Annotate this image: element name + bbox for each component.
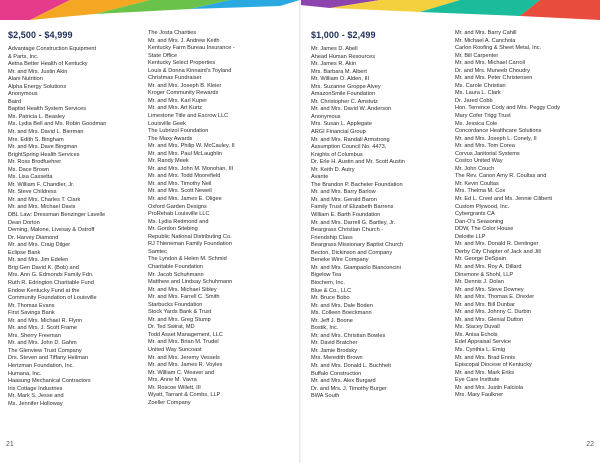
donor-name: Mr. and Mrs. Dale Boden (311, 302, 373, 309)
donor-name: Mr. Jeff J. Boone (311, 317, 353, 324)
donor-name: Dean Dorton (8, 219, 40, 226)
donor-name: Bigelow Tea (311, 272, 342, 279)
donor-name: Mr. and Mrs. Timothy Neil (148, 180, 212, 187)
donor-name: Mrs. Sherry Freeman (8, 332, 61, 339)
donor-name: Beargrass Christian Church - (311, 227, 384, 234)
donor-name: Endow Kentucky Fund at the (8, 287, 80, 294)
donor-name: Mr. and Mrs. Glenial Dutton (455, 316, 524, 323)
donor-name: Mrs. Mary Faulkner (455, 392, 504, 399)
donor-name: Mr. and Mrs. Jim Edelen (8, 257, 69, 264)
donor-name: Mr. George DeSpain (455, 256, 506, 263)
donor-name: Starbucks Foundation (148, 301, 203, 308)
donor-list (311, 46, 447, 401)
donor-name: Hon. Terrence Cody and Mrs. Peggy Cody (455, 105, 560, 112)
donor-name: Dinsmore & Shohl, LLP (455, 271, 514, 278)
donor-name: Mr. James D. Abell (311, 46, 358, 52)
donor-name: Mr. Ross Brodfuehrer (8, 159, 62, 166)
donor-name: Assumption Council No. 4473, (311, 144, 387, 151)
donor-name: Ms. Laura L. Clark (455, 90, 501, 97)
donor-name: DDW, The Color House (455, 226, 514, 233)
donor-name: Mr. and Mrs. Johnny C. Durbin (455, 309, 531, 316)
donor-name: Baird (8, 98, 22, 105)
donor-name: BWA South (311, 393, 340, 400)
donor-name: Ms. Cynthia L. Emig (455, 346, 506, 353)
left-page-column-1 (8, 30, 144, 408)
donor-name: The Glenview Trust Company (8, 347, 82, 354)
donor-name: Mr. and Mrs. Mark Eriks (455, 369, 515, 376)
donor-name: Ahead Human Resources (311, 53, 376, 60)
donor-name: Mr. David Bratcher (311, 340, 358, 347)
donor-name: Biochem, Inc. (311, 279, 345, 286)
donor-name: Mr. and Mrs. Thomas E. Drexler (455, 294, 535, 301)
donor-name: Republic National Distributing Co. (148, 233, 232, 240)
donor-name: Mr. and Mrs. Farrell C. Smith (148, 294, 220, 301)
donor-name: Mr. and Mrs. Steve Downey (455, 286, 524, 293)
donor-name: Mr. Ed L. Creel and Ms. Jennie Ciliberti (455, 196, 552, 203)
donor-name: Anonymous (311, 113, 341, 120)
right-page-heading: $1,000 - $2,499 (311, 30, 376, 40)
donor-name: Dr. and Mrs. J. Timothy Burger (311, 385, 387, 392)
donor-name: Ms. Colleen Boeckmann (311, 310, 372, 317)
donor-name: RJ Thieneman Family Foundation (148, 241, 232, 248)
donor-name: Ms. Lydia Bell and Ms. Robin Goodman (8, 121, 107, 128)
page-number-left: 21 (6, 441, 14, 448)
donor-list (455, 30, 591, 400)
donor-name: Mr. Jamie Brodsky (311, 347, 358, 354)
donor-name: Mr. and Mrs. Barry Barlow (311, 189, 376, 196)
donor-name: Mr. Steve Childress (8, 189, 57, 196)
donor-name: Kentucky Farm Bureau Insurance - (148, 45, 235, 52)
donor-name: Costco United Way (455, 158, 503, 165)
donor-name: Mr. and Mrs. Tom Corea (455, 143, 515, 150)
donor-name: Ms. Lisa Cassetta (8, 174, 53, 181)
donor-name: Mr. Bill Carpenter (455, 52, 499, 59)
donor-name: Mr. and Mrs. Joseph B. Kleier (148, 82, 222, 89)
donor-name: Mr. and Mrs. Joseph L. Conely, II (455, 135, 537, 142)
donor-name: Charitable Foundation (148, 263, 204, 270)
donor-name: Mrs. Barbara M. Albert (311, 68, 367, 75)
donor-name: Ruth R. Edrington Charitable Fund (8, 279, 94, 286)
donor-name: Mr. William C. Weaver and (148, 369, 215, 376)
donor-name: Mr. and Mrs. David L. Bierman (8, 129, 84, 136)
donor-name: Mr. and Mrs. Greg Stump (148, 316, 211, 323)
donor-name: Bostik, Inc. (311, 325, 339, 332)
donor-name: Mr. and Mrs. Barry Cahill (455, 30, 517, 36)
donor-name: The Lyndon & Helen M. Schmid (148, 256, 227, 263)
donor-name: First Savings Bank (8, 310, 55, 317)
donor-name: Custom Plywood, Inc. (455, 203, 510, 210)
donor-name: Anonymous (8, 91, 38, 98)
donor-name: Mr. and Mrs. Justin Falciola (455, 384, 524, 391)
donor-name: Aetna Better Health of Kentucky (8, 61, 88, 68)
donor-name: & Parts, Inc. (8, 53, 39, 60)
donor-name: Mr. Gordon Sitebing (148, 226, 198, 233)
donor-name: Mary Cofer Trigg Trust (455, 113, 511, 120)
donor-name: Mr. and Mrs. Donald R. Dentinger (455, 241, 539, 248)
donor-name: Mr. and Mrs. Michael Davis (8, 204, 76, 211)
donor-name: Mrs. Suzanne Groppe Alvey (311, 83, 381, 90)
donor-name: United Way Suncoast (148, 346, 202, 353)
donor-name: Mr. and Mrs. Gerald Baron (311, 196, 377, 203)
page-number-right: 22 (586, 441, 594, 448)
donor-name: Hertzman Foundation, Inc. (8, 362, 74, 369)
donor-name: Mr. and Mrs. Bill Dunbar (455, 301, 515, 308)
donor-name: Louis & Donna Kinnaird's Toyland (148, 67, 232, 74)
donor-name: Becton, Dickinson and Company (311, 249, 393, 256)
donor-name: Mr. and Mrs. Karl Kuper (148, 97, 208, 104)
donor-name: Ms. Carole Christian (455, 82, 506, 89)
donor-name: Knights of Columbus (311, 151, 363, 158)
donor-name: Mr. Mark S. Jesse and (8, 393, 64, 400)
donor-name: Mr. Kevin Coultas (455, 180, 499, 187)
donor-name: Dr. and Mrs. Muneeb Choudry (455, 67, 530, 74)
donor-name: Mr. Dennis J. Dolan (455, 279, 504, 286)
donor-name: Mrs. Susan L. Applegate (311, 121, 372, 128)
donor-name: Mr. and Mrs. Paul McLaughlin (148, 150, 222, 157)
page-fold (299, 0, 301, 463)
donor-name: Louisville Geek (148, 120, 186, 127)
donor-name: Limestone Title and Escrow LLC (148, 113, 229, 120)
donor-name: Mr. and Mrs. Donald L. Buchheit (311, 362, 391, 369)
donor-name: Mr. and Mrs. Randall Armstrong (311, 136, 390, 143)
donor-name: Mrs. Edith S. Bingham (8, 136, 64, 143)
donor-name: Corvus Janitorial Systems (455, 150, 520, 157)
donor-name: Buffalo Construction (311, 370, 362, 377)
donor-name: Humana, Inc. (8, 370, 42, 377)
donor-name: Friendship Class (311, 234, 353, 241)
left-page-column-2 (148, 30, 284, 407)
donor-name: Mr. and Mrs. John D. Gahm (8, 340, 77, 347)
donor-name: Mr. Thomas Evans (8, 302, 55, 309)
donor-name: Mr. and Mrs. Alex Burgard (311, 378, 376, 385)
donor-name: Derby City Chapter of Jack and Jill (455, 248, 541, 255)
donor-name: Episcopal Diocese of Kentucky (455, 362, 532, 369)
donor-name: The Josta Charities (148, 30, 197, 36)
donor-name: Mr. Keith D. Autry (311, 166, 355, 173)
donor-name: Dr. Jared Cobb (455, 97, 493, 104)
donor-name: Mr. Bruce Bobo (311, 295, 350, 302)
donor-name: The Maxy Awards (148, 135, 193, 142)
donor-name: Mr. and Mrs. J. Scott Frame (8, 325, 78, 332)
donor-name: Kentucky Select Properties (148, 60, 216, 67)
donor-name: Mr. and Mrs. Michael Sibley (148, 286, 217, 293)
donor-name: Mr. and Mrs. Charles T. Clark (8, 196, 81, 203)
donor-name: ARGI Financial Group (311, 129, 366, 136)
donor-name: Mr. and Mrs. Jeremy Vessels (148, 354, 220, 361)
donor-name: Ms. Dace Brown (8, 166, 50, 173)
donor-name: Ms. Lydia Redmond and (148, 218, 209, 225)
donor-name: Mr. and Mrs. Art Kurtz (148, 105, 203, 112)
donor-name: ProRehab Louisville LLC (148, 211, 210, 218)
donor-name: Mrs. Ann G. Edmonds Family Fdn. (8, 272, 94, 279)
donor-name: Oxford Garden Designs (148, 203, 207, 210)
donor-name: Mr. and Mrs. Brian M. Trudel (148, 339, 219, 346)
donor-name: Mrs. Anne M. Vavra (148, 377, 197, 384)
donor-name: Mr. William F. Chandler, Jr. (8, 181, 75, 188)
donor-name: Mr. William O. Alden, III (311, 76, 370, 83)
donor-name: Mr. and Mrs. Todd Moorefield (148, 173, 221, 180)
donor-name: Todd Asset Management, LLC (148, 331, 223, 338)
donor-name: The Rev. Canon Amy R. Coultas and (455, 173, 547, 180)
donor-name: Eye Care Institute (455, 377, 500, 384)
donor-name: Brig Gen David K. (Bob) and (8, 264, 79, 271)
donor-name: Dr. Erle H. Austin and Mr. Scott Austin (311, 159, 405, 166)
donor-list (148, 30, 284, 407)
donor-name: Carlon Roofing & Sheet Metal, Inc. (455, 45, 542, 52)
donor-name: Mr. and Mrs. James R. Voyles (148, 362, 223, 369)
donor-name: Mr. Roscoe Willett, III (148, 384, 201, 391)
donor-name: Mr. and Mrs. Michael Carroll (455, 60, 525, 67)
donor-name: Mr. and Mrs. David W. Anderson (311, 106, 392, 113)
donor-name: Baptist Health System Services (8, 106, 87, 113)
donor-name: Mr. James R. Akin (311, 61, 357, 68)
donor-list (8, 46, 144, 408)
donor-name: Deloitte LLP (455, 233, 486, 240)
donor-name: Blue & Co., LLC (311, 287, 352, 294)
donor-name: Matthew and Lindsay Schuhmann (148, 279, 233, 286)
donor-name: Edel Appraisal Service (455, 339, 511, 346)
donor-name: Ms. Stacey Duvall (455, 324, 500, 331)
donor-name: Zoeller Company (148, 399, 191, 406)
donor-name: Mr. and Mrs. Craig Dilger (8, 242, 71, 249)
donor-name: Mr. and Mrs. Peter Christensen (455, 75, 533, 82)
donor-name: Ms. Patricia L. Beasley (8, 113, 65, 120)
donor-name: Mr. and Mrs. Scott Newell (148, 188, 212, 195)
donor-name: Wyatt, Tarrant & Combs, LLP (148, 392, 221, 399)
donor-name: Mr. and Mrs. Brad Ennis (455, 354, 515, 361)
donor-name: Mr. and Mrs. Giampaolo Bianconcini (311, 264, 401, 271)
donor-name: Alpha Energy Solutions (8, 83, 67, 90)
donor-name: Mr. Jacob Schuhmann (148, 271, 204, 278)
donor-name: William E. Barth Foundation (311, 212, 381, 219)
donor-name: Mr. Christopher C. Amstutz (311, 98, 378, 105)
donor-name: Mr. John Couch (455, 165, 495, 172)
donor-name: Mr. and Mrs. Philip W. McCauley, II (148, 143, 235, 150)
donor-name: Christmas Fundraiser (148, 75, 202, 82)
donor-name: Mr. and Mrs. Christian Bowles (311, 332, 386, 339)
donor-name: Dr. Harvey Diamond (8, 234, 59, 241)
donor-name: Kroger Community Rewards (148, 90, 219, 97)
donor-name: Dr. Ted Swirat, MD (148, 324, 195, 331)
donor-name: State Office (148, 52, 178, 59)
donor-name: Mr. Michael A. Canchola (455, 37, 516, 44)
donor-name: Mr. and Mrs. Darrell G. Bartley, Jr. (311, 219, 396, 226)
left-page-heading: $2,500 - $4,999 (8, 30, 73, 40)
donor-name: Mr. and Mrs. Justin Akin (8, 68, 68, 75)
donor-name: Advantage Construction Equipment (8, 46, 97, 52)
donor-name: Alani Nutrition (8, 76, 43, 83)
donor-name: Beneke Wire Company (311, 257, 369, 264)
donor-name: Ms. Anisa Echols (455, 331, 498, 338)
donor-name: Mrs. Thelma M. Cox (455, 188, 506, 195)
donor-name: Cybergrants CA (455, 211, 495, 218)
donor-name: Dan-O's Seasoning (455, 218, 504, 225)
donor-name: Deming, Malone, Livesay & Ostroff (8, 227, 95, 234)
donor-name: AmazonSmile Foundation (311, 91, 376, 98)
donor-name: Community Foundation of Louisville (8, 295, 97, 302)
donor-name: Ms. Jennifer Holloway (8, 400, 63, 407)
right-page-column-1 (311, 30, 447, 401)
donor-name: Mr. and Mrs. James E. Oligee (148, 196, 222, 203)
donor-name: Family Trust of Elizabeth Barrens (311, 204, 394, 211)
donor-name: Iris Cottage Industries (8, 385, 63, 392)
donor-name: Mr. Randy Meek (148, 158, 189, 165)
donor-name: The Lubrizol Foundation (148, 128, 209, 135)
donor-name: The Brandon P. Bacheler Foundation (311, 181, 403, 188)
donor-name: Mr. and Mrs. John M. Monohan, III (148, 165, 234, 172)
donor-name: Mrs. Meredith Brown (311, 355, 363, 362)
donor-name: Samtec (148, 248, 167, 255)
donor-name: Eclipse Bank (8, 249, 41, 256)
donor-name: BrightSpring Health Services (8, 151, 80, 158)
donor-name: Mr. and Mrs. Dave Bingman (8, 144, 78, 151)
donor-name: DBL Law: Dressman Benzinger Lavelle (8, 212, 106, 219)
donor-name: Beargrass Missionary Baptist Church (311, 242, 404, 249)
donor-name: Mr. and Mrs. Michael R. Flynn (8, 317, 83, 324)
donor-name: Drs. Steven and Tiffany Heilman (8, 355, 89, 362)
donor-name: Mr. and Mrs. J. Andrew Keith (148, 37, 220, 44)
donor-name: Mr. and Mrs. Roy A. Dillard (455, 263, 522, 270)
donor-name: Concordance Healthcare Solutions (455, 128, 542, 135)
right-page-column-2 (455, 30, 591, 400)
donor-name: Stock Yards Bank & Trust (148, 309, 212, 316)
donor-name: Ms. Jessica Cole (455, 120, 498, 127)
donor-name: Haasung Mechanical Contractors (8, 378, 91, 385)
donor-name: Avante (311, 174, 329, 181)
